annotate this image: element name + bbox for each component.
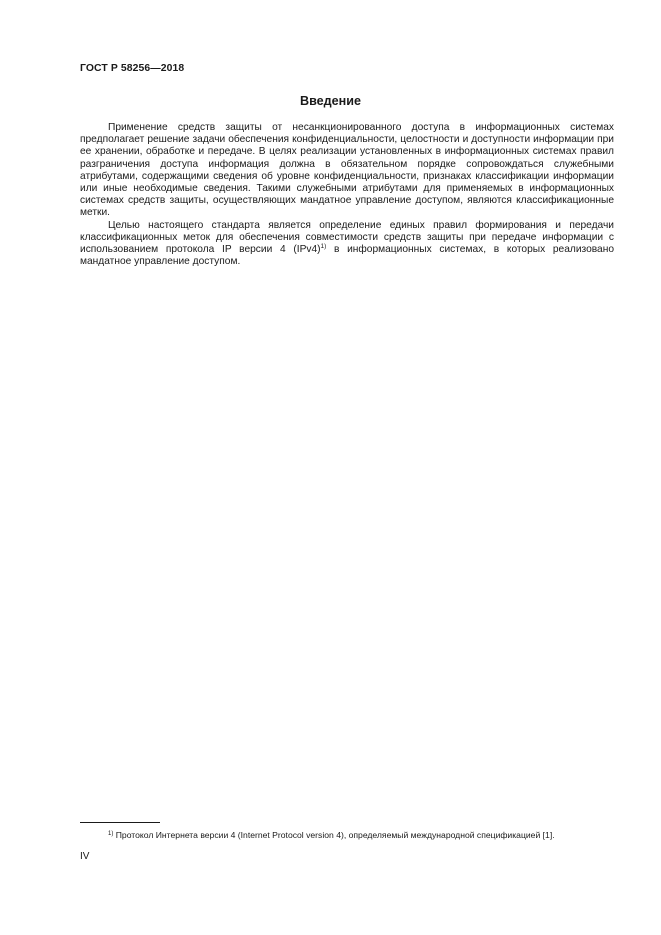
paragraph-1: Применение средств защиты от несанкционированного доступа в информационных системах предполагает решение задачи обеспечения конфиденциальности, целостности и доступности информации при ее хранении, обработке и передаче. В целях реализации установленных в информационных системах правил разграничения доступа информация должна в обязательном порядке сопровождаться служебными атрибутами, содержащими сведения об уровне конфиденциальности, признаках классификации информации или иные необходимые сведения. Такими служебными атрибутами для применяемых в информационных системах средств защиты, осуществляющих мандатное управление доступом, являются классификационные метки. bbox=[80, 122, 614, 219]
paragraph-2 bbox=[80, 220, 614, 269]
section-title: Введение bbox=[299, 94, 362, 108]
page-number: IV bbox=[80, 851, 90, 862]
footnote-mark: 1) bbox=[108, 831, 114, 837]
paragraph-2-text-after: в информационных системах, в которых реализовано мандатное управление доступом. bbox=[80, 244, 614, 268]
footnote-divider bbox=[80, 822, 160, 823]
footnote bbox=[80, 830, 614, 841]
paragraph-2-text-before: Целью настоящего стандарта является определение единых правил формирования и передачи классификационных меток для обеспечения совместимости средств защиты при передаче информации с использованием протокола IP версии 4 (IPv4) bbox=[80, 219, 614, 256]
footnote-text: Протокол Интернета версии 4 (Internet Protocol version 4), определяемый международной спецификацией [1]. bbox=[113, 830, 555, 840]
introduction-body bbox=[80, 122, 614, 268]
document-header: ГОСТ Р 58256—2018 bbox=[80, 63, 185, 74]
footnote-reference: 1) bbox=[320, 243, 327, 251]
